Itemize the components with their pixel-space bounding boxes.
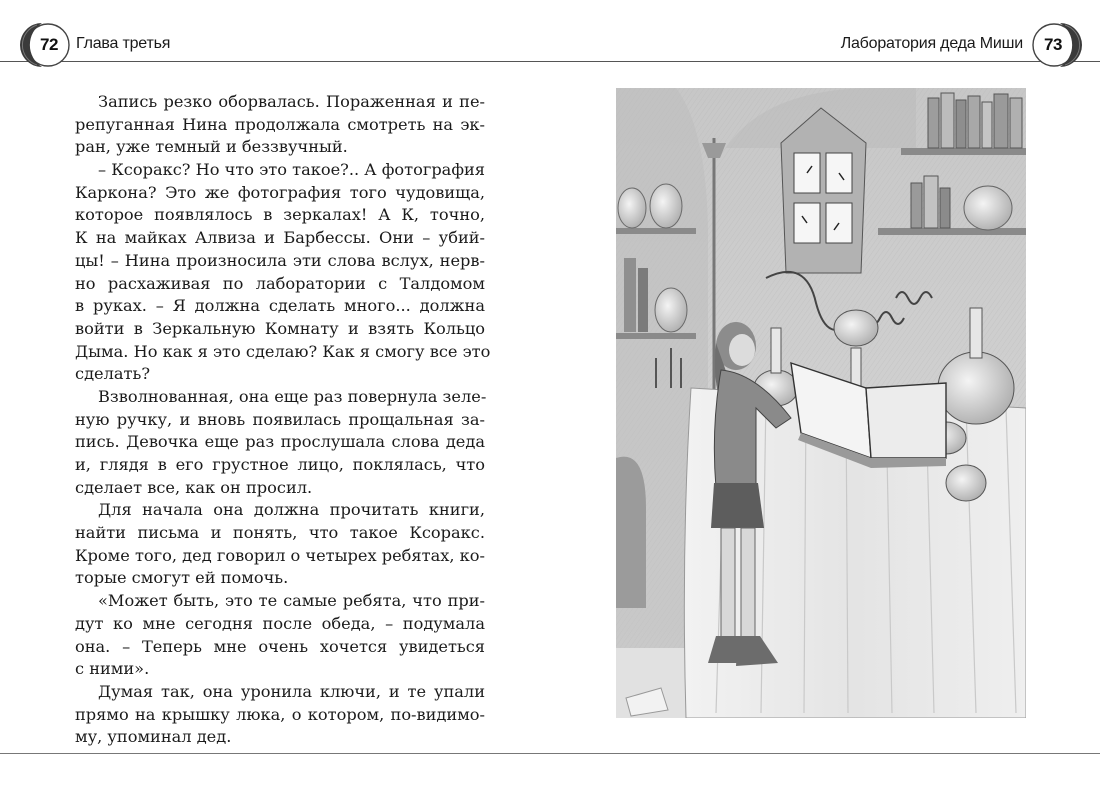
text-line: Дыма. Но как я это сделаю? Как я смогу все это <box>75 341 491 361</box>
text-line: репуганная Нина продолжала смотреть на эк- <box>75 114 485 134</box>
text-line: ную ручку, и вновь появилась прощальная за- <box>75 409 485 429</box>
right-running-head: Лаборатория деда Миши <box>840 35 1023 52</box>
text-line: дут ко мне сегодня после обеда, – подумала <box>75 613 485 633</box>
page-header <box>0 0 1100 70</box>
laboratory-illustration-icon <box>616 88 1026 718</box>
laboratory-illustration <box>616 88 1026 718</box>
text-line: му, упоминал дед. <box>75 727 232 747</box>
text-line: которое появлялось в зеркалах! А К, точно, <box>75 205 485 225</box>
text-line: сделает все, как он просил. <box>75 477 313 497</box>
text-line: пись. Девочка еще раз прослушала слова деда <box>75 432 485 452</box>
text-line: Думая так, она уронила ключи, и те упали <box>98 681 485 701</box>
text-line: Взволнованная, она еще раз повернула зеле- <box>98 386 487 406</box>
text-line: с ними». <box>75 659 150 679</box>
footer-rule <box>0 753 1100 754</box>
text-line: но расхаживая по лаборатории с Талдомом <box>75 273 485 293</box>
text-line: Кроме того, дед говорил о четырех ребятах, ко- <box>75 545 485 565</box>
text-line: Запись резко оборвалась. Пораженная и пе- <box>98 92 485 111</box>
text-line: – Ксоракс? Но что это такое?.. А фотография <box>98 160 485 180</box>
text-line: цы! – Нина произносила эти слова вслух, нерв- <box>75 250 485 270</box>
text-line: «Может быть, это те самые ребята, что при- <box>98 591 485 611</box>
text-line: К на майках Алвиза и Барбессы. Они – убий- <box>75 228 485 248</box>
text-line: войти в Зеркальную Комнату и взять Кольцо <box>75 318 485 338</box>
text-line: Каркона? Это же фотография того чудовища, <box>75 182 485 202</box>
text-line: она. – Теперь мне очень хочется увидеться <box>75 636 485 656</box>
text-line: ран, уже темный и беззвучный. <box>75 137 348 157</box>
header-rule <box>0 61 1100 62</box>
left-page-number: 72 <box>40 35 58 54</box>
left-page-number-badge <box>20 19 72 71</box>
text-line: найти письма и понять, что такое Ксоракс. <box>75 523 485 543</box>
text-line: и, глядя в его грустное лицо, поклялась, что <box>75 455 485 474</box>
text-line: Для начала она должна прочитать книги, <box>98 500 485 520</box>
text-line: в руках. – Я должна сделать много... должна <box>75 296 485 316</box>
left-running-head: Глава третья <box>76 35 171 52</box>
text-line: прямо на крышку люка, о котором, по-видимо- <box>75 704 485 724</box>
text-line: сделать? <box>75 364 150 384</box>
right-page-number-badge <box>1030 19 1082 71</box>
body-text <box>75 91 491 749</box>
right-page-number: 73 <box>1044 35 1062 54</box>
text-line: торые смогут ей помочь. <box>75 568 289 588</box>
